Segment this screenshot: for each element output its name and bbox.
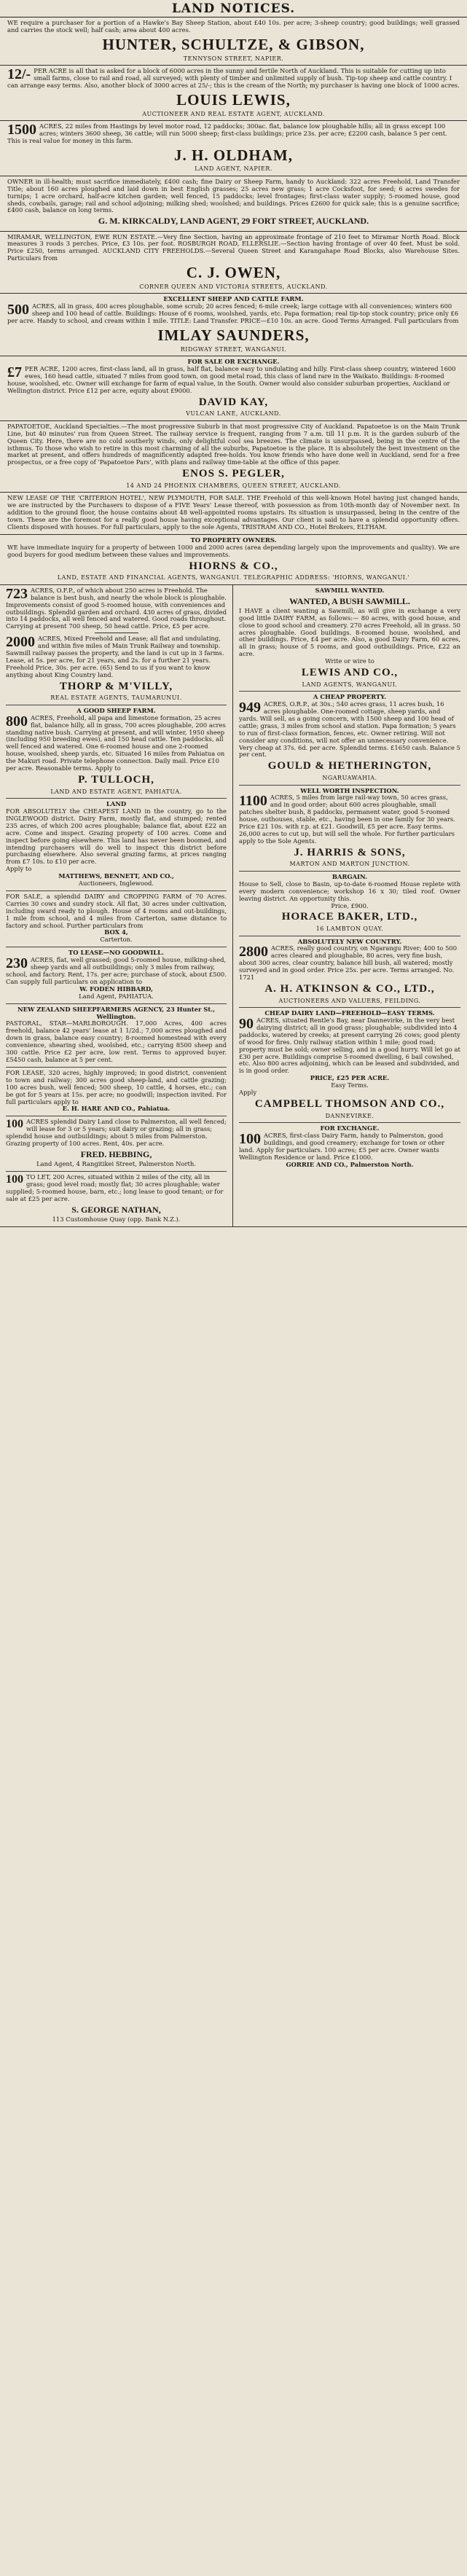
advertiser-address: RIDGWAY STREET, WANGANUI.: [180, 345, 287, 353]
write-to: Write or wire to: [325, 657, 374, 665]
ad-body: ACRES splendid Dairy Land close to Palmerston, all well fenced; will lease for 3 or 5 years; suit dairy or grazing; all in grass; splendid house and outbuildings; about 5 miles from Palmerston. Grazing property of 100 acres. Rent, 40s. per acre.: [6, 1118, 227, 1148]
advertiser-address: Carterton.: [100, 936, 133, 944]
advertiser-address: Auctioneers, Inglewood.: [78, 880, 154, 888]
ad-horace-baker: [239, 872, 460, 936]
ad-body: ACRES, really good country, on Ngarangu River; 400 to 500 acres cleared and ploughable, 80 acres, very fine bush, about 300 acres, clear country, balance hill bush, all watered; mostly surveyed and in good order. Price 25s. per acre. Terms arranged. No. 1721: [239, 944, 458, 982]
ad-heading: TO PROPERTY OWNERS.: [190, 536, 277, 544]
ad-body: WE require a purchaser for a portion of a Hawke's Bay Sheep Station, about £40 10s. per acre; 3-sheep country; good buildings; well grassed and carries the stock well; half cash; area about 400 acres.: [7, 19, 460, 34]
ad-campbell-thomson: [239, 1008, 460, 1123]
ad-heading: A GOOD SHEEP FARM.: [76, 706, 156, 714]
advertiser-name: J. H. OLDHAM,: [174, 146, 293, 164]
advertiser-address: AUCTIONEER AND REAL ESTATE AGENT, AUCKLAND.: [142, 110, 325, 117]
ad-matthews-bennett: [6, 799, 227, 891]
advertiser-name: HIORNS & CO.,: [189, 560, 278, 572]
ad-enos-pegler: [0, 421, 467, 493]
ad-body: FOR LEASE, 320 acres, highly improved; in good district, convenient to town and railway; 300 acres good sheep-land, and cattle grazing; 100 acres bush, well fenced; 500 sheep, 10 cattle, 4 horses, etc.; can be got for 5 years at 15s. per acre; no goodwill; inspection invited. For full particulars apply to: [6, 1068, 227, 1105]
ad-body: OWNER in ill-health; must sacrifice immediately, £400 cash; fine Dairy or Sheep Farm, handy to Auckland: 322 acres Freehold, Land Transfer Title; about 160 acres ploughed and laid down in best English grasses; 25 acres new grass; 1 acre Cocksfoot, for seed; 6 acres swedes for turnips; 1 acre orchard, half-acre kitchen garden; well fenced, 15 paddocks; level frontages; first-class water supply; 5-roomed house, good sheds, cowbails, garage; rail and school adjoining; milking shed; woolshed; and buildings. Prices £2600 for quick sale; this is a genuine sacrifice; £400 cash, balance on long terms.: [7, 177, 460, 214]
advertiser-name: CAMPBELL THOMSON AND CO.,: [254, 1097, 445, 1110]
ad-price: PRICE, £25 PER ACRE.: [310, 1074, 390, 1082]
advertiser-address: Land Agent, PAHIATUA.: [79, 992, 154, 1000]
ad-atkinson: [239, 936, 460, 1009]
right-column: [233, 585, 466, 1226]
ad-body: PAPATOETOE, Auckland Specialties.—The most progressive Suburb in that most progressive City of Auckland. Papatoetoe is on the Main Trunk Line, but 40 minutes' run from Queen Street. The railway service is frequent, ranging from 7 a.m. till 11 p.m. It is the garden suburb of the Queen City. Here, there are no cold southerly winds, only delightful cool sea breezes. The climate is unsurpassed, being in the centre of the isthmus. To those who wish to retire in this most charming of all the suburbs, Papatoetoe is the place. It is absolutely the best investment on the market at present, and offers hundreds of magnificently adapted free-holds. You know friends who have done well in Auckland, send for a free prospectus, or a free copy of 'Papatoetoe Pars', with plans and railway time-table at the office of this paper.: [7, 422, 460, 466]
ad-lead: 100: [6, 1118, 23, 1131]
apply-to: Apply to: [6, 865, 32, 873]
ad-body: ACRES, 22 miles from Hastings by level motor road, 12 paddocks; 300ac. flat, balance low ploughable hills; all in grass except 100 acres; winters 3600 sheep, 36 cattle; will run 5000 sheep; first-class buildings; price 23s. per acre; £2200 cash, balance 5 per cent. This is real value for money in this farm.: [7, 122, 447, 144]
ad-lead: 800: [6, 713, 28, 729]
advertiser-address: CORNER QUEEN AND VICTORIA STREETS, AUCKLAND.: [139, 283, 328, 290]
ad-body: ACRES, all in grass, 400 acres ploughable, some scrub; 20 acres fenced; 6-mile creek; large cottage with all conveniences; winters 600 sheep and 100 head of cattle. Buildings: House of 6 rooms, woolshed, yards, etc. Papa formation; real tip-top stock country; price only £6 per acre. Handy to school, and cream within 1 mile. TITLE: Land Transfer. PRICE—£10 10s. an acre. Good Terms Arranged. Full particulars from: [7, 302, 459, 325]
ad-harris-sons: [239, 786, 460, 872]
ad-lead: 100: [239, 1131, 261, 1148]
ad-body: ACRES, first-class Dairy Farm, handy to Palmerston, good buildings, and good creamery; exchange for town or other land. Apply for particulars. 100 acres; £5 per acre. Owner wants Wellington Residence or land. Price £1000.: [239, 1132, 445, 1161]
ad-lead: 1100: [239, 793, 267, 810]
advertiser-name: DAVID KAY,: [198, 396, 269, 408]
ad-hibbard: [6, 947, 227, 1003]
ad-body: ACRES, O.R.P., at 30s.; 540 acres grass, 11 acres bush, 16 acres ploughable. One-roomed cottage, sheep yards, and yards. Will sell, as a going concern, with 1500 sheep and 100 head of cattle; grass, 3 miles from school and station. Papa formation; 5 years to run of first-class formation, fences, etc. Owner retiring. Will not consider any conditions, will not offer an unnecessary convenience. Very cheap at 37s. 6d. per acre. Splendid terms. £1650 cash. Balance 5 per cent.: [239, 700, 460, 759]
advertiser-name: LOUIS LEWIS,: [176, 90, 291, 109]
ad-price: Price, £900.: [331, 901, 369, 909]
advertiser-name: GOULD & HETHERINGTON,: [267, 760, 432, 772]
ad-subheading: WANTED, A BUSH SAWMILL.: [289, 595, 410, 606]
advertiser-address: VULCAN LANE, AUCKLAND.: [186, 410, 281, 418]
advertiser-name: S. GEORGE NATHAN,: [71, 1204, 161, 1215]
ad-gorrie: [239, 1123, 460, 1171]
ad-body: FOR SALE, a splendid DAIRY and CROPPING FARM of 70 Acres. Carries 30 cows and sundry stock. All flat, 30 acres under cultivation, including sward ready to plough. House of 4 rooms and out-buildings, 1 mile from school, and 4 miles from Carterton, same distance to factory and school. Further particulars from: [6, 892, 227, 929]
ad-tulloch: [6, 705, 227, 799]
ad-body: FOR ABSOLUTELY the CHEAPEST LAND in the country, go to the INGLEWOOD district. Dairy Farm, mostly flat, and stumped; rented 235 acres, of which 200 acres ploughable; balance flat, about £22 an acre. Come and inspect. Grazing property of 100 acres. Come and inspect before going elsewhere. This land has never been boomed, and intending purchasers will do well to inspect this district before purchasing elsewhere. Also several grazing farms, at prices ranging from £7 10s. to £10 per acre.: [6, 807, 227, 866]
advertiser-name: C. J. OWEN,: [186, 264, 281, 282]
advertiser-name: ENOS S. PEGLER,: [182, 468, 285, 480]
ad-lead: 90: [239, 1016, 254, 1033]
ad-lead: 12/-: [7, 66, 31, 83]
ad-hare: [6, 1068, 227, 1116]
ad-heading: EXCELLENT SHEEP AND CATTLE FARM.: [163, 295, 304, 303]
ad-body: House to Sell, close to Basin, up-to-date 6-roomed House replete with every modern convenience; workshop 16 x 30; tiled roof. Owner leaving district. An opportunity this.: [239, 880, 460, 902]
advertiser-address: NGARUAWAHIA.: [322, 775, 377, 782]
advertiser-name: FRED. HEBBING,: [80, 1148, 152, 1159]
ad-body: PASTORAL, STAR—MARLBOROUGH. 17,000 Acres, 400 acres freehold, balance 42 years' lease at 1 1/2d.; 7,000 acres ploughed and down in grass, balance easy country; 8-roomed homestead with every convenience, shearing shed, woolshed, etc.; carrying 8500 sheep and 300 cattle. Price £2 per acre, low rent. Terms to approved buyer. £5450 cash, balance at 5 per cent.: [6, 1019, 227, 1063]
ad-heading: BARGAIN.: [331, 872, 368, 880]
ad-lead: 2800: [239, 944, 268, 960]
advertiser-address: LAND, ESTATE AND FINANCIAL AGENTS, WANGANUI. TELEGRAPHIC ADDRESS: 'HIORNS, WANGANUI.': [57, 574, 410, 582]
advertiser-address: 113 Customhouse Quay (opp. Bank N.Z.).: [52, 1215, 181, 1223]
advertiser-name: GORRIE AND CO., Palmerston North.: [286, 1160, 414, 1168]
ad-heading: FOR EXCHANGE.: [320, 1124, 380, 1132]
advertiser-address: MARTON AND MARTON JUNCTION.: [289, 861, 410, 868]
ad-louis-lewis: [0, 66, 467, 121]
advertiser-name: G. M. KIRKCALDY, LAND AGENT, 29 FORT STREET, AUCKLAND.: [98, 216, 369, 227]
ad-sheepfarmers-agency: [6, 1004, 227, 1068]
ad-heading: LAND: [106, 800, 127, 808]
ad-body: PER ACRE, 1200 acres, first-class land, all in grass, half flat, balance easy to undulating and hilly. First-class sheep country, wintered 1600 ewes, 160 head cattle, situated 7 miles from good town, on good metal road, this class of land rare in the Waikato. Buildings: 8-roomed house, woolshed, etc. Owner will exchange for farm of equal value, in the South. Owner would also consider suburban properties, Auckland or Wellington district. Price £12 per acre, equity about £9000.: [7, 365, 456, 394]
advertiser-name: HORACE BAKER, LTD.,: [281, 911, 418, 923]
ad-david-kay: [0, 356, 467, 421]
ad-body: PER ACRE is all that is asked for a block of 6000 acres in the sunny and fertile North of Auckland. This is suitable for cutting up into small farms, close to rail and road, all surveyed; with plenty of timber and unlimited supply of bush. Tip-top sheep and cattle country. I can arrange easy terms. Also, another block of 3000 acres at 25/-; this is the cream of the North; my purchaser is having one block of 1000 acres.: [7, 67, 460, 89]
ad-lewis-sawmill: [239, 585, 460, 692]
advertiser-address: Land Agent, 4 Rangitikei Street, Palmerston North.: [36, 1160, 196, 1168]
ad-lead: 230: [6, 955, 28, 972]
advertiser-address: REAL ESTATE AGENTS, TAUMARUNUI.: [50, 694, 182, 702]
ad-lead: 723: [6, 585, 28, 602]
advertiser-name: MATTHEWS, BENNETT, AND CO.,: [58, 872, 174, 880]
ad-body: NEW LEASE OF THE 'CRITERION HOTEL', NEW PLYMOUTH, FOR SALE. THE Freehold of this well-known Hotel having just changed hands, we are instructed by the Purchasers to dispose of a FIVE Years' Lease thereof, with possession as from 10th-month day of November next. In addition to the ground floor, the house contains about 48 well-appointed rooms upstairs. Its situation is unsurpassed, being in the centre of the town. These are the foremost for a really good house having exceptional advantages. Our client is said to have a splendid opportunity offers. Clients disposed with houses. For full particulars, apply to the sole Agents, TRISTRAM AND CO., Hotel Brokers, ELTHAM.: [7, 494, 460, 531]
section-banner: LAND NOTICES.: [0, 0, 467, 17]
ad-body: ACRES, Freehold, all papa and limestone formation, 25 acres flat, balance hilly, all in grass, 700 acres ploughable, 200 acres standing native bush. Carrying at present, and will winter, 1950 sheep (including 950 breeding ewes), and 150 head cattle. Ten paddocks, all well fenced and watered. One 6-roomed house and one 2-roomed house, woolshed, sheep yards, etc. Situated 16 miles from Pahiatua on the Makuri road. Private telephone connection. Daily mail. Price £10 per acre. Reasonable terms. Apply to: [6, 713, 226, 772]
advertiser-address: 16 LAMBTON QUAY.: [315, 925, 384, 933]
ad-fred-hebbing: [6, 1116, 227, 1172]
advertiser-name: W. FODEN HIBBARD,: [79, 984, 153, 993]
ad-heading: FOR SALE OR EXCHANGE.: [187, 358, 280, 366]
ad-body: ACRES, flat, well grassed; good 5-roomed house, milking-shed, sheep yards and all outbuildings; only 3 miles from railway, school, and factory. Rent, 17s. per acre; purchase of stock, about £500. Can supply full particulars on application to: [6, 956, 227, 985]
advertiser-name: E. H. HARE AND CO., Pahiatua.: [62, 1105, 170, 1113]
advertiser-name: LEWIS AND CO.,: [301, 667, 399, 679]
ad-gould-hetherington: [239, 692, 460, 785]
advertiser-address: 14 AND 24 PHOENIX CHAMBERS, QUEEN STREET, AUCKLAND.: [126, 482, 341, 489]
apply-to: Apply: [239, 1089, 257, 1097]
ad-body: TO LET, 200 Acres, situated within 2 miles of the city, all in grass; good level road; mostly flat; 30 acres ploughable; water supplied; 5-roomed house, barn, etc.; long lease to good tenant; or for sale at £25 per acre.: [6, 1173, 224, 1202]
advertiser-address: TENNYSON STREET, NAPIER.: [183, 55, 284, 62]
advertiser-name: J. HARRIS & SONS,: [294, 846, 406, 858]
ad-lead: £7: [7, 364, 22, 381]
ad-lead: 949: [239, 700, 261, 716]
ad-lead: 500: [7, 302, 29, 318]
ad-box-4: [6, 891, 227, 947]
ad-body: WE have immediate inquiry for a property of between 1000 and 2000 acres (area depending largely upon the improvements and quality). We are good buyers for good medium between these values and improvements.: [7, 543, 460, 558]
ad-terms: Easy Terms.: [331, 1081, 369, 1089]
advertiser-address: LAND AGENT, NAPIER.: [195, 165, 272, 173]
ad-lead: 100: [6, 1173, 23, 1186]
two-column-section: [0, 585, 467, 1227]
advertiser-address: LAND AND ESTATE AGENT, PAHIATUA.: [50, 788, 182, 795]
ad-body: ACRES, situated Rentle's Bay, near Dannevirke, in the very best dairying district; all in good grass; ploughable; subdivided into 4 paddocks, watered by creeks; at present carrying 26 cows; good plenty of wood for fires. Only railway station within 1 mile; good road; property must be sold; owner selling, and in a good hurry. Will let go at £30 per acre. Buildings comprise 5-roomed dwelling, 6 bail cowshed, etc. Also 800 acres adjoining, which can be leased and subdivided, and is in good order.: [239, 1017, 460, 1075]
advertiser-name: P. TULLOCH,: [78, 773, 154, 786]
ad-heading: SAWMILL WANTED.: [315, 586, 385, 594]
advertiser-address: DANNEVIRKE.: [325, 1112, 374, 1119]
ad-body: I HAVE a client wanting a Sawmill, as will give in exchange a very good little DAIRY FARM, as follows:— 80 acres, with good house, and close to good school and creamery. 270 acres Freehold, all in grass. 50 acres ploughable. Good buildings. 8-roomed house, woolshed, and other buildings. Price, £4 per acre. Also, a good Dairy Farm, 60 acres, all in grass; house of 5 rooms, and good outbuildings. Price, £22 an acre.: [239, 606, 460, 658]
advertiser-name: A. H. ATKINSON & CO., LTD.,: [264, 982, 435, 995]
ad-lead: 2000: [6, 634, 35, 651]
ad-heading: WELL WORTH INSPECTION.: [300, 786, 399, 794]
advertiser-name: HUNTER, SCHULTZE, & GIBSON,: [102, 35, 365, 53]
ad-hiorns: [0, 535, 467, 585]
ad-heading: A CHEAP PROPERTY.: [313, 693, 387, 701]
ad-body: ACRES, 5 miles from large rail-way town, 50 acres grass, and in good order; about 600 acres ploughable, small patches shelter bush, 8 paddocks, permanent water, good 5-roomed house, outhouses, stable, etc., having been in one family for 30 years. Price £21 10s. with r.p. at £21. Goodwill, £5 per acre. Easy terms. 26,000 acres to cut up, but will sell the whole. For further particulars apply to the Sole Agents.: [239, 794, 455, 845]
ad-owen: [0, 232, 467, 294]
ad-kirkcaldy: [0, 176, 467, 232]
ad-body: MIRAMAR, WELLINGTON, EWE RUN ESTATE.—Very fine Section, having an approximate frontage of 210 feet to Miramar North Road. Block measures 3 roods 3 perches. Price, £3 10s. per foot. ROSBURGH ROAD, ELLERSLIE.—Section having frontage of over 40 feet. Must be sold. Price £250, terms arranged. AUCKLAND CITY FREEHOLDS.—Several Queen Street and Karangahape Road Blocks, also Warehouse Sites. Particulars from: [7, 232, 460, 262]
advertiser-name: THORP & M'VILLY,: [59, 680, 173, 692]
advertiser-name: IMLAY SAUNDERS,: [157, 326, 310, 344]
ad-oldham: [0, 121, 467, 176]
left-column: [0, 585, 233, 1226]
ad-thorp-mvilly: [6, 585, 227, 705]
ad-heading: CHEAP DAIRY LAND—FREEHOLD—EASY TERMS.: [264, 1009, 435, 1017]
ad-body: ACRES, O.F.P., of which about 250 acres is Freehold. The balance is best bush, and nearly the whole block is ploughable. Improvements consist of good 5-roomed house, with conveniences and outbuildings. Splendid garden and orchard. 430 acres of grass, divided into 14 paddocks, all well fenced and watered. Good roads throughout. Carrying at present 700 sheep, 50 head cattle. Price, £5 per acre.: [6, 586, 227, 630]
advertiser-name: BOX 4,: [104, 928, 128, 936]
ad-criterion-hotel: [0, 493, 467, 535]
ad-body: ACRES, Mixed Freehold and Lease; all flat and undulating, and within five miles of Main Trunk Railway and township. Sawmill railway passes the property, and the land is cut up in 3 farms. Lease, at 5s. per acre, for 21 years, and 2s. for a further 21 years. Freehold Price, 30s. per acre. (65) Send to us if you want to know anything about King Country land.: [6, 635, 224, 678]
ad-hunter-schultze: [0, 17, 467, 66]
advertiser-address: AUCTIONEERS AND VALUERS, FEILDING.: [278, 997, 421, 1004]
ad-imlay-saunders: [0, 294, 467, 356]
ad-heading: NEW ZEALAND SHEEPFARMERS AGENCY, 23 Hunter St., Wellington.: [17, 1005, 216, 1020]
ad-heading: ABSOLUTELY NEW COUNTRY.: [297, 937, 402, 945]
advertiser-address: LAND AGENTS, WANGANUI.: [302, 681, 398, 688]
ad-heading: TO LEASE—NO GOODWILL.: [68, 949, 164, 957]
ad-george-nathan: [6, 1172, 227, 1226]
ad-lead: 1500: [7, 121, 36, 138]
